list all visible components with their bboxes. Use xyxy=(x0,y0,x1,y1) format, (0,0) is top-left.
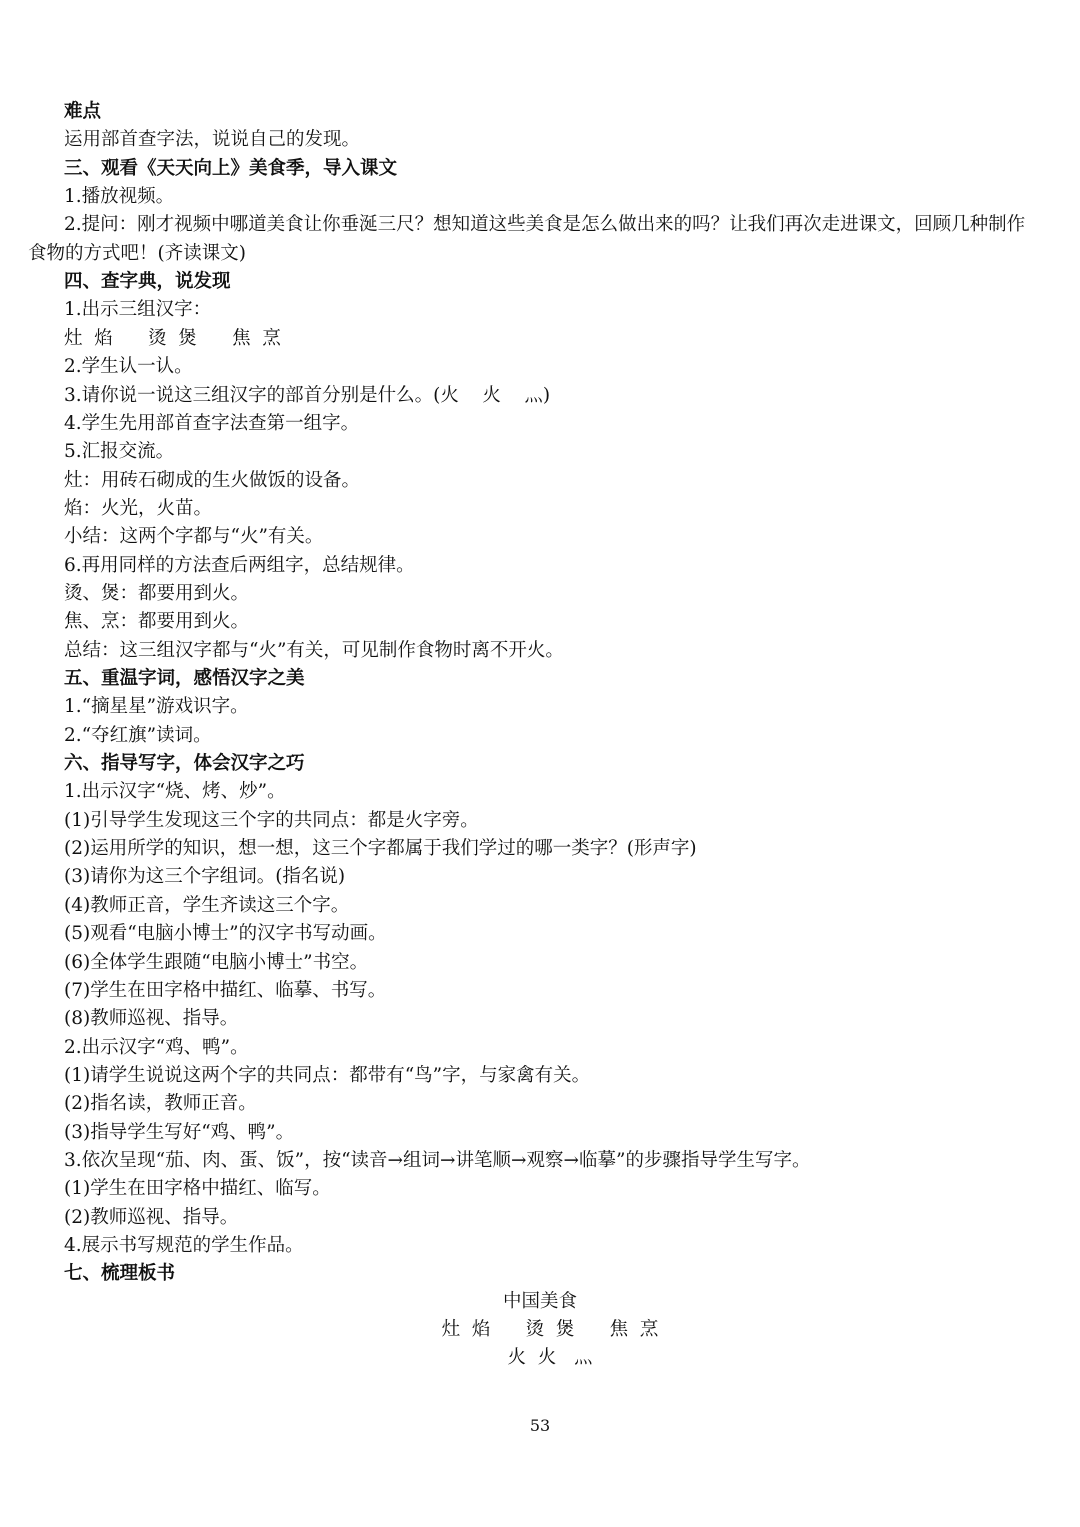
text-line: 焰：火光，火苗。 xyxy=(64,498,213,519)
section-heading: 五、重温字词，感悟汉字之美 xyxy=(64,668,305,689)
page-number: 53 xyxy=(529,1416,551,1435)
text-line: (3)指导学生写好“鸡、鸭”。 xyxy=(64,1122,295,1143)
text-line: (7)学生在田字格中描红、临摹、书写。 xyxy=(64,980,387,1001)
text-line: 食物的方式吧！(齐读课文) xyxy=(28,243,246,264)
text-line: 小结：这两个字都与“火”有关。 xyxy=(64,526,324,547)
text-line: 1.出示汉字“烧、烤、炒”。 xyxy=(64,781,286,802)
text-line: (8)教师巡视、指导。 xyxy=(64,1008,239,1029)
text-line: (2)运用所学的知识，想一想，这三个字都属于我们学过的哪一类字？(形声字) xyxy=(64,838,697,859)
text-line: 4.展示书写规范的学生作品。 xyxy=(64,1235,304,1256)
text-line: 3.请你说一说这三组汉字的部首分别是什么。(火 火 灬) xyxy=(64,385,551,406)
text-line: 灶 焰 烫 煲 焦 烹 xyxy=(64,328,281,349)
text-line: (2)教师巡视、指导。 xyxy=(64,1207,239,1228)
text-line: (6)全体学生跟随“电脑小博士”书空。 xyxy=(64,952,369,973)
board-radicals: 火 火 灬 xyxy=(507,1347,593,1368)
section-heading: 三、观看《天天向上》美食季，导入课文 xyxy=(64,158,398,179)
text-line: (5)观看“电脑小博士”的汉字书写动画。 xyxy=(64,923,387,944)
board-title: 中国美食 xyxy=(502,1291,577,1312)
text-line: 灶：用砖石砌成的生火做饭的设备。 xyxy=(64,470,361,491)
text-line: (1)学生在田字格中描红、临写。 xyxy=(64,1178,331,1199)
text-line: 焦、烹：都要用到火。 xyxy=(64,611,250,632)
text-line: 2.“夺红旗”读词。 xyxy=(64,725,212,746)
text-line: 烫、煲：都要用到火。 xyxy=(64,583,250,604)
text-line: 1.出示三组汉字： xyxy=(64,299,212,320)
text-line: (1)引导学生发现这三个字的共同点：都是火字旁。 xyxy=(64,810,479,831)
section-heading: 六、指导写字，体会汉字之巧 xyxy=(64,753,305,774)
text-line: 2.提问：刚才视频中哪道美食让你垂涎三尺？想知道这些美食是怎么做出来的吗？让我们再次走进课文，回顾几种制作 xyxy=(64,214,1026,235)
text-line: 总结：这三组汉字都与“火”有关，可见制作食物时离不开火。 xyxy=(64,640,564,661)
text-line: (3)请你为这三个字组词。(指名说) xyxy=(64,866,346,887)
text-line: 2.出示汉字“鸡、鸭”。 xyxy=(64,1037,249,1058)
section-heading: 难点 xyxy=(64,101,102,122)
text-line: (2)指名读，教师正音。 xyxy=(64,1093,257,1114)
section-heading: 四、查字典，说发现 xyxy=(64,271,231,292)
text-line: (1)请学生说说这两个字的共同点：都带有“鸟”字，与家禽有关。 xyxy=(64,1065,591,1086)
text-line: (4)教师正音，学生齐读这三个字。 xyxy=(64,895,350,916)
text-line: 3.依次呈现“茄、肉、蛋、饭”，按“读音→组词→讲笔顺→观察→临摹”的步骤指导学生写字。 xyxy=(64,1150,811,1171)
text-line: 5.汇报交流。 xyxy=(64,441,175,462)
text-line: 1.播放视频。 xyxy=(64,186,175,207)
text-line: 4.学生先用部首查字法查第一组字。 xyxy=(64,413,360,434)
board-characters: 灶 焰 烫 煲 焦 烹 xyxy=(441,1319,659,1340)
text-line: 1.“摘星星”游戏识字。 xyxy=(64,696,249,717)
section-heading: 七、梳理板书 xyxy=(64,1263,176,1284)
text-line: 运用部首查字法，说说自己的发现。 xyxy=(64,129,361,150)
text-line: 2.学生认一认。 xyxy=(64,356,193,377)
text-line: 6.再用同样的方法查后两组字，总结规律。 xyxy=(64,555,415,576)
